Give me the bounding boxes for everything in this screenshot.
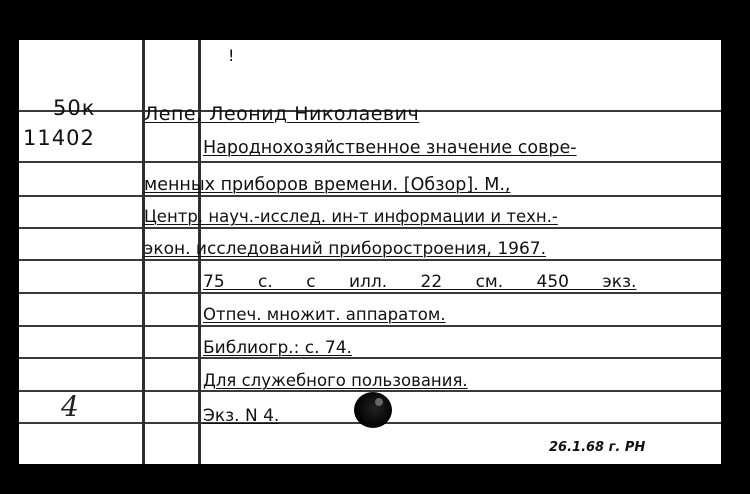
ink-blot-highlight [375,398,383,406]
call-number-1: 50к [53,96,96,120]
call-number-2: 11402 [23,126,95,150]
catalog-card [19,40,721,464]
ruled-line [19,292,721,294]
title-line-1: Народнохозяйственное значение совре- [203,138,577,158]
margin-note: 4 [61,390,79,423]
publisher-line-2: экон. исследований приборостроения, 1967. [144,239,546,259]
ruled-line [19,195,721,197]
note-bibliography: Библиогр.: с. 74. [203,338,352,358]
ruled-line [19,259,721,261]
ruled-line [19,325,721,327]
ink-blot [354,392,392,428]
note-printing: Отпеч. множит. аппаратом. [203,305,446,324]
author-line: Лепе, Леонид Николаевич [144,103,420,125]
margin-marker: ! [228,46,235,65]
copy-number: Экз. N 4. [203,406,280,426]
ruled-line [19,357,721,359]
ruled-line [19,227,721,229]
note-restricted: Для служебного пользования. [203,371,468,390]
title-line-2: менных приборов времени. [Обзор]. М., [144,175,511,195]
date-stamp: 26.1.68 г. РН [549,440,646,455]
publisher-line-1: Центр. науч.-исслед. ин-т информации и техн.- [144,207,558,226]
ruled-line [19,161,721,163]
physical-description: 75 с. с илл. 22 см. 450 экз. [203,272,637,292]
